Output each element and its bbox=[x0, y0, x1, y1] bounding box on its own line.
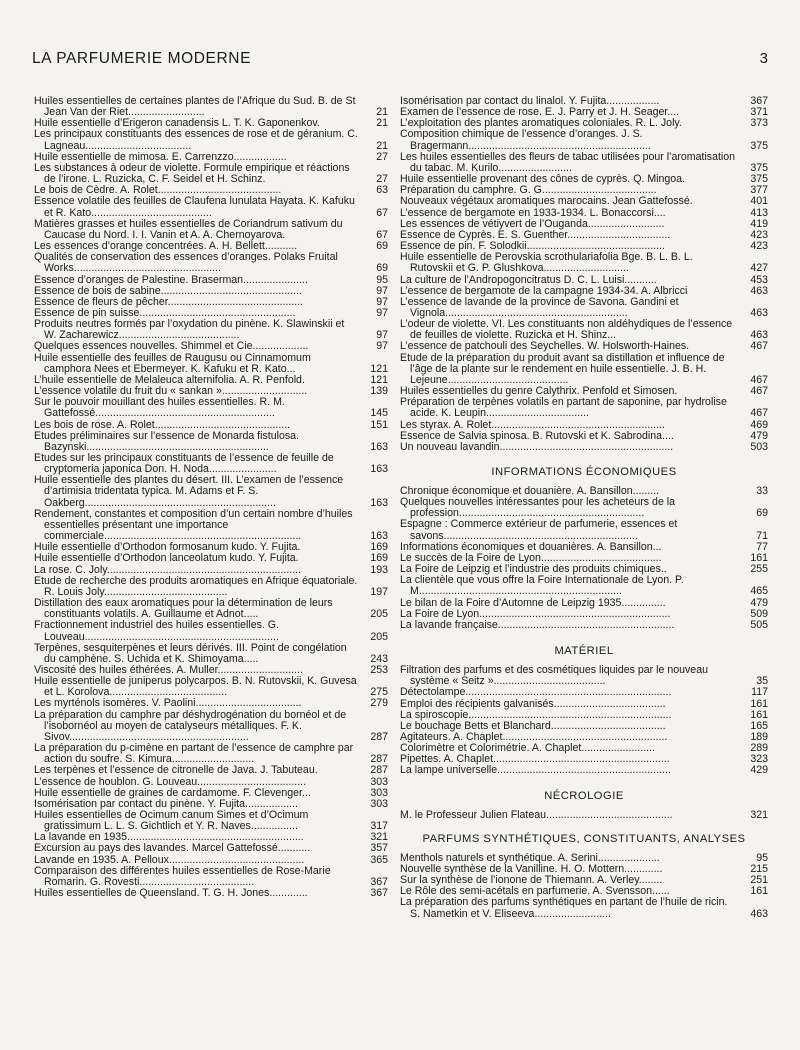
entry-title: Composition chimique de l’essence d’oranges. J. S. Bragermann.............................................................. bbox=[400, 128, 651, 152]
entry-title: Les terpènes et l’essence de citronelle de Java. J. Tabuteau. bbox=[34, 764, 318, 777]
entry-title: L’essence volatile du fruit du « sankan »............................. bbox=[34, 385, 308, 398]
entry-title: Matières grasses et huiles essentielles de Coriandrum sativum du Caucase du Nord. I. I. Vanin et A. A. Chernoyarova. bbox=[34, 217, 343, 241]
entry-title: Huile essentielle de juniperus polycarpos. B. N. Rutovskii, K. Guvesa et L. Korolova........................................ bbox=[34, 675, 357, 699]
entry-page-number: 479 bbox=[750, 429, 768, 442]
entry-title: Qualités de conservation des essences d’oranges. Polaks Fruital Works.................................................. bbox=[34, 251, 338, 275]
toc-entry bbox=[34, 576, 388, 598]
entry-title: Quelques nouvelles intéressantes pour les acheteurs de la profession............................................................... bbox=[400, 496, 676, 520]
entry-page-number: 463 bbox=[750, 306, 768, 319]
entry-page-number: 71 bbox=[756, 529, 768, 542]
entry-title: L’essence de houblon. G. Louveau..................................... bbox=[34, 775, 307, 788]
entry-page-number: 465 bbox=[750, 585, 768, 598]
entry-title: Les essences de vétiyvert de l’Ouganda.......................... bbox=[400, 217, 665, 230]
entry-page-number: 205 bbox=[370, 630, 388, 643]
entry-title: Etudes sur les principaux constituants de l’essence de feuille de cryptomeria japonica Don. H. Noda....................... bbox=[34, 452, 334, 476]
entry-title: Essence de Salvia spinosa. B. Rutovski et K. Sabrodina.... bbox=[400, 429, 674, 442]
entry-title: Les styrax. A. Rolet........................................................... bbox=[400, 418, 665, 431]
entry-title: Viscosité des huiles éthérées. A. Muller............................. bbox=[34, 663, 303, 676]
entry-title: Préparation du camphre. G. G....................................... bbox=[400, 184, 657, 197]
entry-title: Essence de pin suisse..................................................... bbox=[34, 306, 296, 319]
entry-title: Sur le pouvoir mouillant des huiles essentielles. R. M. Gattefossé............................................................. bbox=[34, 396, 285, 420]
running-title: LA PARFUMERIE MODERNE bbox=[32, 50, 252, 67]
toc-entry bbox=[34, 397, 388, 419]
entry-title: Filtration des parfums et des cosmétiques liquides par le nouveau système « Seitz »...................................... bbox=[400, 664, 708, 688]
entry-page-number: 21 bbox=[376, 117, 388, 130]
entry-title: Agitateurs. A. Chaplet........................................................ bbox=[400, 730, 668, 743]
toc-entry bbox=[400, 897, 768, 919]
entry-page-number: 429 bbox=[750, 764, 768, 777]
entry-page-number: 145 bbox=[370, 407, 388, 420]
toc-entry bbox=[400, 297, 768, 319]
entry-title: L’exploitation des plantes aromatiques coloniales. R. L. Joly. bbox=[400, 117, 682, 130]
toc-entry bbox=[34, 319, 388, 341]
entry-page-number: 503 bbox=[750, 440, 768, 453]
entry-page-number: 163 bbox=[370, 530, 388, 543]
toc-entry bbox=[34, 353, 388, 375]
toc-entry bbox=[400, 519, 768, 541]
entry-title: L’essence de bergamote de la campagne 1934-34. A. Albricci bbox=[400, 284, 688, 297]
entry-page-number: 367 bbox=[370, 887, 388, 900]
section-spacer bbox=[400, 631, 768, 645]
entry-title: Les essences d’orange concentrées. A. H. Bellett........... bbox=[34, 240, 298, 253]
entry-title: L’essence de patchouli des Seychelles. W. Holsworth-Haines. bbox=[400, 340, 690, 353]
entry-title: La préparation des parfums synthétiques en partant de l’huile de ricin. S. Nametkin et V. Eliseeva.......................... bbox=[400, 896, 728, 920]
toc-entry bbox=[400, 810, 768, 821]
entry-page-number: 121 bbox=[370, 373, 388, 386]
entry-title: Préparation de terpènes volatils en partant de saponine, par hydrolise acide. K. Leupin................................... bbox=[400, 396, 727, 420]
entry-page-number: 35 bbox=[756, 675, 768, 688]
entry-title: La lavande en 1935............................................................ bbox=[34, 831, 304, 844]
toc-entry bbox=[34, 420, 388, 431]
entry-title: La préparation du p-cimène en partant de l’essence de camphre par action du soufre. S. Kimura............................ bbox=[34, 742, 354, 766]
entry-title: Essence d’oranges de Palestine. Braserman...................... bbox=[34, 273, 308, 286]
entry-title: Terpènes, sesquiterpènes et leurs dérivés. III. Point de congélation du camphène. S. Uchida et K. Shimoyama..... bbox=[34, 641, 347, 665]
toc-entry bbox=[400, 129, 768, 151]
entry-page-number: 197 bbox=[370, 585, 388, 598]
entry-page-number: 215 bbox=[750, 862, 768, 875]
toc-entry bbox=[400, 665, 768, 687]
toc-entry bbox=[34, 553, 388, 564]
entry-title: Nouvelle synthèse de la Vanilline. H. O. Mottern............. bbox=[400, 862, 663, 875]
toc-entry bbox=[34, 777, 388, 788]
entry-title: Essence volatile des feuilles de Claufena lunulata Hayata. K. Kafuku et R. Kato......................................... bbox=[34, 195, 355, 219]
entry-page-number: 139 bbox=[370, 385, 388, 398]
toc-entry bbox=[400, 420, 768, 431]
toc-entry bbox=[400, 152, 768, 174]
entry-page-number: 97 bbox=[376, 284, 388, 297]
entry-page-number: 163 bbox=[370, 440, 388, 453]
entry-title: Nouveaux végétaux aromatiques marocains. Jean Gattefossé. bbox=[400, 195, 693, 208]
toc-entry bbox=[34, 252, 388, 274]
entry-title: Huiles essentielles de Ocimum canum Simes et d’Ocimum gratissimum L. L. S. Gichtlich et Y. R. Naves................ bbox=[34, 809, 309, 833]
entry-title: Huile essentielle de mimosa. E. Carrenzzo.................. bbox=[34, 150, 287, 163]
entry-page-number: 463 bbox=[750, 907, 768, 920]
entry-title: Quelques essences nouvelles. Shimmel et Cie................... bbox=[34, 340, 309, 353]
entry-page-number: 287 bbox=[370, 753, 388, 766]
toc-entry bbox=[34, 509, 388, 542]
entry-title: M. le Professeur Julien Flateau........................................... bbox=[400, 808, 673, 821]
toc-entry bbox=[34, 129, 388, 151]
entry-title: Un nouveau lavandin........................................................... bbox=[400, 440, 674, 453]
entry-title: Les myrténols isomères. V. Paolini.................................... bbox=[34, 697, 302, 710]
entry-title: Essence de bois de sabine................................................ bbox=[34, 284, 302, 297]
toc-entry bbox=[34, 888, 388, 899]
entry-title: Isomérisation par contact du pinène. Y. Fujita.................. bbox=[34, 797, 298, 810]
entry-page-number: 401 bbox=[750, 195, 768, 208]
entry-title: Le succès de la Foire de Lyon......................................... bbox=[400, 551, 662, 564]
toc-entry bbox=[34, 196, 388, 218]
toc-entry bbox=[34, 475, 388, 508]
entry-page-number: 255 bbox=[750, 563, 768, 576]
right-column bbox=[400, 96, 768, 920]
entry-page-number: 63 bbox=[376, 184, 388, 197]
entry-page-number: 371 bbox=[750, 106, 768, 119]
entry-title: Informations économiques et douanières. A. Bansillon... bbox=[400, 540, 662, 553]
entry-page-number: 253 bbox=[370, 663, 388, 676]
page-header bbox=[32, 50, 768, 74]
entry-page-number: 67 bbox=[376, 206, 388, 219]
toc-entry bbox=[34, 620, 388, 642]
entry-title: Le Rôle des semi-acétals en parfumerie. A. Svensson...... bbox=[400, 885, 670, 898]
entry-page-number: 375 bbox=[750, 161, 768, 174]
entry-page-number: 33 bbox=[756, 485, 768, 497]
toc-entry bbox=[400, 353, 768, 386]
entry-page-number: 77 bbox=[756, 540, 768, 553]
page-number: 3 bbox=[759, 50, 768, 67]
entry-page-number: 479 bbox=[750, 596, 768, 609]
entry-title: Excursion au pays des lavandes. Marcel Gattefossé........... bbox=[34, 842, 311, 855]
entry-page-number: 163 bbox=[370, 463, 388, 476]
entry-title: Huile essentielle de graines de cardamome. F. Clevenger... bbox=[34, 786, 311, 799]
toc-entry bbox=[400, 252, 768, 274]
entry-page-number: 97 bbox=[376, 306, 388, 319]
entry-title: Produits neutres formés par l’oxydation du pinène. K. Slawinskii et W. Zacharewicz......................................... bbox=[34, 318, 345, 342]
entry-page-number: 467 bbox=[750, 385, 768, 398]
entry-page-number: 375 bbox=[750, 139, 768, 152]
entry-page-number: 69 bbox=[376, 262, 388, 275]
entry-title: Fractionnement industriel des huiles essentielles. G. Louveau.................................................................. bbox=[34, 619, 279, 643]
entry-page-number: 469 bbox=[750, 418, 768, 431]
entry-title: Huile essentielle d’Orthodon lanceolatum kudo. Y. Fujita. bbox=[34, 552, 299, 565]
toc-entry bbox=[400, 497, 768, 519]
left-column bbox=[34, 96, 388, 899]
entry-title: La culture de l’Andropogoncitratus D. C. L. Luisi........... bbox=[400, 273, 657, 286]
toc-entry bbox=[34, 598, 388, 620]
section-spacer bbox=[400, 453, 768, 466]
entry-title: Huiles essentielles du genre Calythrix. Penfold et Simosen. bbox=[400, 385, 678, 398]
entry-page-number: 275 bbox=[370, 686, 388, 699]
toc-entry bbox=[34, 219, 388, 241]
entry-page-number: 161 bbox=[750, 708, 768, 721]
entry-page-number: 367 bbox=[370, 875, 388, 888]
entry-title: Le bilan de la Foire d’Automne de Leipzig 1935............... bbox=[400, 596, 666, 609]
section-spacer bbox=[400, 777, 768, 790]
entry-title: Huile essentielle de Perovskia scrothulariafolia Bge. B. L. B. L. Rutovskii et G. P. Glushkova............................. bbox=[400, 251, 693, 275]
section-heading: NÉCROLOGIE bbox=[544, 789, 624, 802]
entry-page-number: 373 bbox=[750, 117, 768, 130]
entry-title: Les huiles essentielles des fleurs de tabac utilisées pour l’aromatisation du tabac. M. Kurilo......................... bbox=[400, 150, 736, 174]
entry-page-number: 303 bbox=[370, 797, 388, 810]
entry-page-number: 467 bbox=[750, 407, 768, 420]
entry-title: Les principaux constituants des essences de rose et de géranium. C. Lagneau.................................... bbox=[34, 128, 358, 152]
entry-page-number: 303 bbox=[370, 775, 388, 788]
entry-page-number: 163 bbox=[370, 496, 388, 509]
entry-page-number: 463 bbox=[750, 329, 768, 342]
entry-page-number: 289 bbox=[750, 742, 768, 755]
toc-entry bbox=[34, 810, 388, 832]
toc-entry bbox=[34, 765, 388, 776]
entry-title: Distillation des eaux aromatiques pour la détermination de leurs constituants volatils. A. Guillaume et Adnot..... bbox=[34, 597, 333, 621]
entry-page-number: 365 bbox=[370, 853, 388, 866]
entry-page-number: 67 bbox=[376, 228, 388, 241]
entry-title: Essence de Cyprès. E. S. Guenther................................... bbox=[400, 228, 671, 241]
entry-page-number: 287 bbox=[370, 764, 388, 777]
entry-page-number: 505 bbox=[750, 618, 768, 631]
entry-page-number: 151 bbox=[370, 418, 388, 431]
entry-title: Isomérisation par contact du linalol. Y. Fujita.................. bbox=[400, 95, 660, 107]
entry-page-number: 21 bbox=[376, 106, 388, 119]
entry-title: Les substances à odeur de violette. Formule empirique et réactions de l’irone. L. Ruzicka, C. F. Seidel et H. Schinz. bbox=[34, 161, 350, 186]
entry-page-number: 205 bbox=[370, 608, 388, 621]
entry-title: Emploi des récipients galvanisés...................................... bbox=[400, 697, 666, 710]
entry-title: La lavande française............................................................ bbox=[400, 618, 675, 631]
entry-page-number: 321 bbox=[750, 808, 768, 821]
toc-entry bbox=[34, 866, 388, 888]
toc-entry bbox=[400, 620, 768, 631]
toc-entry bbox=[34, 743, 388, 765]
entry-title: Chronique économique et douanière. A. Bansillon......... bbox=[400, 485, 660, 497]
entry-page-number: 95 bbox=[756, 851, 768, 864]
entry-title: La rose. C. Joly.................................................................. bbox=[34, 563, 302, 576]
entry-page-number: 357 bbox=[370, 842, 388, 855]
entry-page-number: 161 bbox=[750, 885, 768, 898]
toc-entry bbox=[400, 397, 768, 419]
entry-page-number: 423 bbox=[750, 240, 768, 253]
toc-entry bbox=[400, 319, 768, 341]
entry-title: Le bouchage Betts et Blanchard....................................... bbox=[400, 719, 666, 732]
entry-title: Pipettes. A. Chaplet............................................................ bbox=[400, 753, 670, 766]
entry-title: Huile essentielle des plantes du désert. III. L’examen de l’essence d’artimisia tridentata typica. M. Adams et F. S. Oakberg................................................................. bbox=[34, 474, 344, 509]
entry-page-number: 323 bbox=[750, 753, 768, 766]
toc-entry bbox=[34, 163, 388, 185]
section-spacer bbox=[400, 821, 768, 833]
entry-title: Lavande en 1935. A. Pelloux.............................................. bbox=[34, 853, 305, 866]
entry-title: Essence de pin. F. Solodkii............................................... bbox=[400, 240, 665, 253]
section-heading: INFORMATIONS ÉCONOMIQUES bbox=[491, 466, 677, 478]
entry-page-number: 453 bbox=[750, 273, 768, 286]
toc-entry bbox=[34, 431, 388, 453]
entry-title: Huile essentielle provenant des cônes de cyprès. Q. Mingoa. bbox=[400, 173, 686, 186]
entry-title: Menthols naturels et synthétique. A. Serini..................... bbox=[400, 851, 660, 864]
section-heading: MATÉRIEL bbox=[554, 645, 614, 658]
entry-title: Huile essentielle d’Erigeron canadensis L. T. K. Gaponenkov. bbox=[34, 117, 320, 130]
entry-title: Sur la synthèse de l’ionone de Thiemann. A. Verley........ bbox=[400, 874, 663, 887]
entry-page-number: 287 bbox=[370, 730, 388, 743]
entry-title: Comparaison des différentes huiles essentielles de Rose-Marie Romarin. G. Rovesti....................................... bbox=[34, 864, 331, 888]
entry-page-number: 27 bbox=[376, 173, 388, 186]
entry-title: Espagne : Commerce extérieur de parfumerie, essences et savons.................................................................. bbox=[400, 518, 678, 542]
entry-title: Huile essentielle des feuilles de Raugusu ou Cinnamomum camphora Nees et Ebermeyer. K. Kafuku et R. Kato... bbox=[34, 351, 311, 375]
entry-page-number: 165 bbox=[750, 719, 768, 732]
entry-page-number: 427 bbox=[750, 262, 768, 275]
entry-page-number: 117 bbox=[751, 686, 768, 699]
entry-title: La préparation du camphre par déshydrogénation du bornéol et de l’isobornéol au moyen de catalyseurs métalliques. F. K. Sivov............................................................. bbox=[34, 708, 347, 743]
entry-page-number: 193 bbox=[370, 563, 388, 576]
entry-page-number: 321 bbox=[370, 831, 388, 844]
entry-title: Détectolampe...................................................................... bbox=[400, 686, 672, 699]
toc-entry bbox=[400, 341, 768, 352]
entry-title: Examen de l’essence de rose. E. J. Parry et J. H. Seager.... bbox=[400, 106, 680, 119]
entry-title: Colorimètre et Colorimétrie. A. Chaplet......................... bbox=[400, 742, 655, 755]
toc-entry bbox=[400, 687, 768, 698]
toc-entry bbox=[400, 442, 768, 453]
entry-page-number: 467 bbox=[750, 340, 768, 353]
entry-page-number: 279 bbox=[370, 697, 388, 710]
toc-entry bbox=[34, 676, 388, 698]
toc-entry bbox=[34, 341, 388, 352]
toc-entry bbox=[400, 275, 768, 286]
entry-title: L’essence de bergamote en 1933-1934. L. Bonaccorsi.... bbox=[400, 206, 666, 219]
entry-page-number: 97 bbox=[376, 340, 388, 353]
entry-title: L’huile essentielle de Melaleuca alternifolia. A. R. Penfold. bbox=[34, 373, 305, 386]
section-heading: PARFUMS SYNTHÉTIQUES, CONSTITUANTS, ANALYSES bbox=[422, 832, 746, 845]
toc-entry bbox=[34, 698, 388, 709]
entry-page-number: 463 bbox=[750, 284, 768, 297]
entry-title: L’odeur de violette. VI. Les constituants non aldéhydiques de l’essence de feuilles de violette. Ruzicka et H. Shinz... bbox=[400, 318, 733, 342]
entry-page-number: 251 bbox=[750, 874, 768, 887]
entry-page-number: 303 bbox=[370, 786, 388, 799]
toc-entry bbox=[400, 765, 768, 776]
toc-entry bbox=[34, 275, 388, 286]
entry-title: Huiles essentielles de Queensland. T. G. H. Jones............. bbox=[34, 887, 308, 900]
entry-title: La Foire de Lyon................................................................. bbox=[400, 607, 671, 620]
entry-page-number: 169 bbox=[370, 541, 388, 554]
toc-entry bbox=[400, 699, 768, 710]
entry-page-number: 375 bbox=[750, 173, 768, 186]
entry-page-number: 21 bbox=[376, 139, 388, 152]
entry-page-number: 161 bbox=[750, 697, 768, 710]
toc-entry bbox=[34, 643, 388, 665]
entry-title: Rendement, constantes et composition d’un certain nombre d’huiles essentielles présentant une importance commerciale................................................................... bbox=[34, 507, 353, 543]
entry-page-number: 27 bbox=[376, 150, 388, 163]
entry-title: Huile essentielle d’Orthodon formosanum kudo. Y. Fujita. bbox=[34, 541, 301, 554]
entry-page-number: 95 bbox=[376, 273, 388, 286]
entry-page-number: 69 bbox=[376, 240, 388, 253]
entry-page-number: 97 bbox=[376, 329, 388, 342]
entry-page-number: 419 bbox=[750, 217, 768, 230]
toc-entry bbox=[400, 196, 768, 207]
entry-title: La Foire de Leipzig et l’industrie des produits chimiques.. bbox=[400, 563, 667, 576]
entry-title: Etudes préliminaires sur l’essence de Monarda fistulosa. Bazynski.............................................................. bbox=[34, 429, 299, 453]
entry-page-number: 189 bbox=[750, 730, 768, 743]
entry-page-number: 243 bbox=[370, 652, 388, 665]
entry-title: Essence de fleurs de pêcher.............................................. bbox=[34, 295, 304, 308]
entry-title: Etude de la préparation du produit avant sa distillation et influence de l’âge de la plante sur le rendement en huile essentielle. J. B. H. Lejeune......................................... bbox=[400, 351, 725, 386]
entry-page-number: 509 bbox=[750, 607, 768, 620]
toc-entry bbox=[34, 710, 388, 743]
entry-page-number: 121 bbox=[370, 362, 388, 375]
entry-page-number: 467 bbox=[750, 373, 768, 386]
entry-page-number: 317 bbox=[370, 820, 388, 833]
toc-entry bbox=[400, 575, 768, 597]
toc-entry bbox=[34, 843, 388, 854]
entry-page-number: 413 bbox=[750, 206, 768, 219]
entry-page-number: 69 bbox=[756, 507, 768, 520]
toc-entry bbox=[34, 453, 388, 475]
entry-title: Le bois de Cèdre. A. Rolet.......................................... bbox=[34, 184, 282, 197]
entry-page-number: 377 bbox=[750, 184, 768, 197]
entry-title: Les bois de rose. A. Rolet.............................................. bbox=[34, 418, 291, 431]
toc-entry bbox=[34, 96, 388, 118]
entry-title: La lampe universelle........................................................... bbox=[400, 764, 671, 777]
entry-title: Huiles essentielles de certaines plantes de l’Afrique du Sud. B. de St Jean Van der Riet.......................... bbox=[34, 95, 356, 119]
entry-title: L’essence de lavande de la province de Savona. Gandini et Vignola.............................................................. bbox=[400, 295, 679, 319]
entry-page-number: 367 bbox=[750, 95, 768, 107]
entry-title: Etude de recherche des produits aromatiques en Afrique équatoriale. R. Louis Joly.......................................... bbox=[34, 574, 358, 598]
entry-page-number: 161 bbox=[750, 551, 768, 564]
entry-title: La spiroscopie..................................................................... bbox=[400, 708, 672, 721]
entry-title: La clientèle que vous offre la Foire Internationale de Lyon. P. M..................................................................... bbox=[400, 574, 684, 598]
entry-page-number: 423 bbox=[750, 228, 768, 241]
entry-page-number: 169 bbox=[370, 552, 388, 565]
entry-page-number: 97 bbox=[376, 295, 388, 308]
